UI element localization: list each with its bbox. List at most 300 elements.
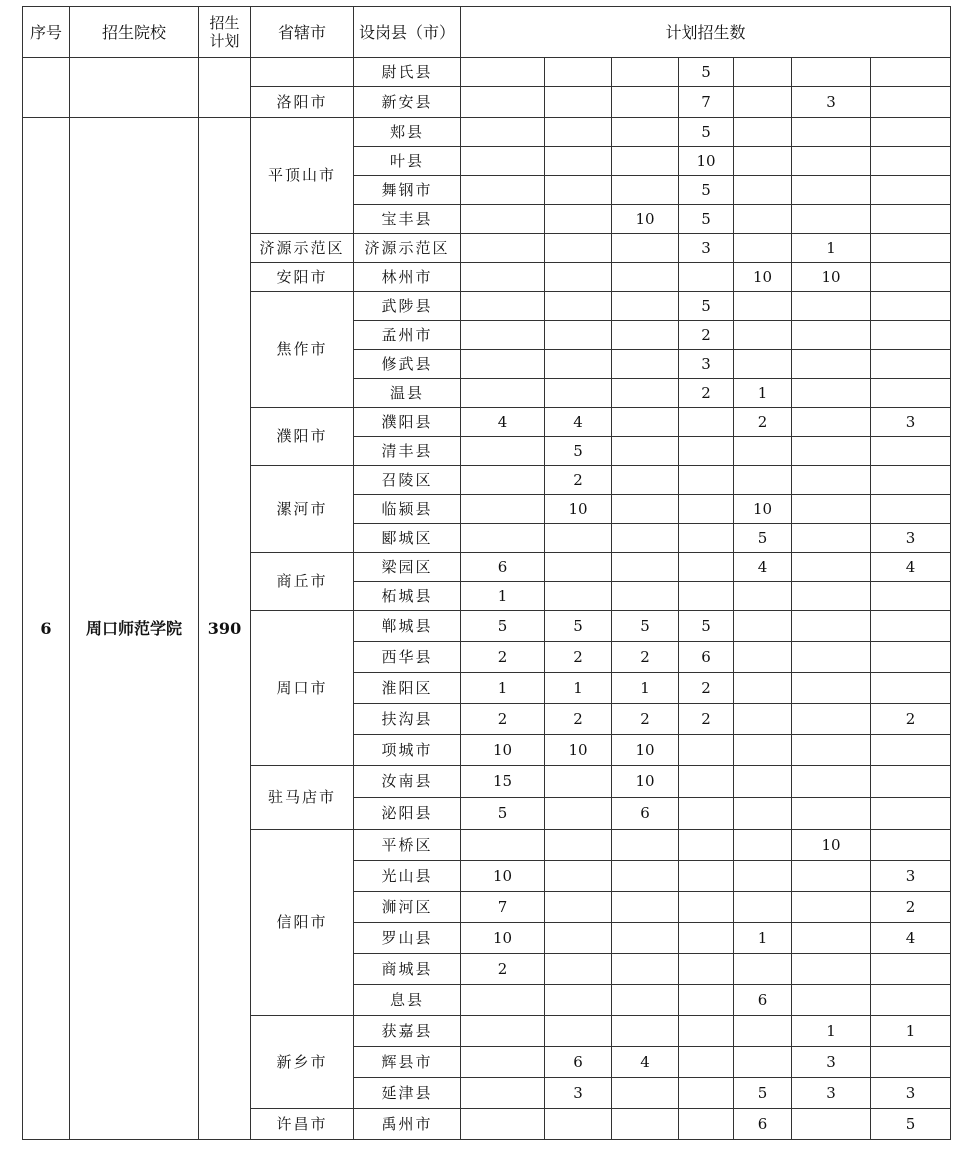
table-row (23, 118, 951, 147)
count-cell (792, 923, 871, 954)
count-cell (679, 1016, 734, 1047)
count-cell (734, 582, 792, 611)
count-cell: 5 (679, 58, 734, 87)
count-cell (792, 553, 871, 582)
count-cell (612, 861, 679, 892)
count-cell (734, 861, 792, 892)
count-cell (545, 892, 612, 923)
count-cell (734, 611, 792, 642)
count-cell (545, 147, 612, 176)
count-cell (792, 118, 871, 147)
count-cell (545, 379, 612, 408)
count-cell (734, 1047, 792, 1078)
school-name: 周口师范学院 (70, 118, 199, 1140)
count-cell (461, 1109, 545, 1140)
count-cell (545, 118, 612, 147)
county-cell: 禹州市 (354, 1109, 461, 1140)
count-cell: 3 (545, 1078, 612, 1109)
count-cell: 3 (871, 524, 951, 553)
city-cell: 驻马店市 (251, 766, 354, 830)
count-cell: 6 (734, 985, 792, 1016)
county-cell: 罗山县 (354, 923, 461, 954)
count-cell (461, 495, 545, 524)
count-cell (461, 58, 545, 87)
city-cell: 信阳市 (251, 830, 354, 1016)
header-row (23, 7, 951, 58)
count-cell (545, 830, 612, 861)
county-cell: 光山县 (354, 861, 461, 892)
count-cell (871, 582, 951, 611)
count-cell (461, 437, 545, 466)
count-cell (734, 892, 792, 923)
count-cell: 5 (734, 524, 792, 553)
count-cell (792, 205, 871, 234)
header-seq: 序号 (23, 7, 70, 58)
count-cell: 1 (792, 1016, 871, 1047)
count-cell (792, 147, 871, 176)
count-cell: 2 (679, 321, 734, 350)
county-cell: 武陟县 (354, 292, 461, 321)
count-cell: 3 (871, 408, 951, 437)
count-cell (792, 892, 871, 923)
county-cell: 项城市 (354, 735, 461, 766)
city-cell: 周口市 (251, 611, 354, 766)
city-cell: 焦作市 (251, 292, 354, 408)
count-cell (461, 350, 545, 379)
count-cell: 2 (545, 704, 612, 735)
count-cell (461, 87, 545, 118)
county-cell: 延津县 (354, 1078, 461, 1109)
county-cell: 新安县 (354, 87, 461, 118)
county-cell: 舞钢市 (354, 176, 461, 205)
count-cell (734, 87, 792, 118)
count-cell (461, 321, 545, 350)
header-school: 招生院校 (70, 7, 199, 58)
count-cell (679, 553, 734, 582)
count-cell: 2 (461, 954, 545, 985)
count-cell: 10 (612, 766, 679, 798)
city-cell: 濮阳市 (251, 408, 354, 466)
county-cell: 浉河区 (354, 892, 461, 923)
plan-cell-empty (199, 58, 251, 118)
count-cell: 10 (612, 205, 679, 234)
count-cell: 2 (679, 704, 734, 735)
count-cell (871, 954, 951, 985)
count-cell (679, 1078, 734, 1109)
count-cell (612, 524, 679, 553)
count-cell: 10 (734, 263, 792, 292)
county-cell: 汝南县 (354, 766, 461, 798)
county-cell: 获嘉县 (354, 1016, 461, 1047)
county-cell: 郏县 (354, 118, 461, 147)
count-cell (871, 985, 951, 1016)
city-cell: 新乡市 (251, 1016, 354, 1109)
county-cell: 郾城区 (354, 524, 461, 553)
county-cell: 西华县 (354, 642, 461, 673)
count-cell (612, 1016, 679, 1047)
count-cell (679, 954, 734, 985)
count-cell: 4 (545, 408, 612, 437)
count-cell (734, 642, 792, 673)
count-cell (612, 582, 679, 611)
county-cell: 临颍县 (354, 495, 461, 524)
county-cell: 淮阳区 (354, 673, 461, 704)
header-county: 设岗县（市） (354, 7, 461, 58)
count-cell (734, 735, 792, 766)
count-cell: 1 (734, 379, 792, 408)
count-cell (871, 673, 951, 704)
count-cell (461, 985, 545, 1016)
count-cell: 1 (545, 673, 612, 704)
county-cell: 修武县 (354, 350, 461, 379)
count-cell (871, 466, 951, 495)
count-cell (679, 861, 734, 892)
count-cell (612, 176, 679, 205)
count-cell (792, 735, 871, 766)
count-cell (792, 582, 871, 611)
count-cell: 6 (545, 1047, 612, 1078)
count-cell (871, 87, 951, 118)
count-cell (679, 985, 734, 1016)
seq-cell-empty (23, 58, 70, 118)
count-cell (612, 263, 679, 292)
count-cell (545, 350, 612, 379)
count-cell: 6 (461, 553, 545, 582)
count-cell (461, 176, 545, 205)
count-cell: 2 (679, 673, 734, 704)
count-cell: 10 (792, 263, 871, 292)
count-cell: 6 (734, 1109, 792, 1140)
city-cell: 许昌市 (251, 1109, 354, 1140)
count-cell (792, 408, 871, 437)
count-cell (734, 954, 792, 985)
county-cell: 宝丰县 (354, 205, 461, 234)
school-cell-empty (70, 58, 199, 118)
header-plan (199, 7, 251, 58)
count-cell (679, 1047, 734, 1078)
count-cell (734, 118, 792, 147)
count-cell: 2 (461, 642, 545, 673)
count-cell: 10 (612, 735, 679, 766)
count-cell (545, 798, 612, 830)
county-cell: 召陵区 (354, 466, 461, 495)
count-cell (612, 437, 679, 466)
header-city: 省辖市 (251, 7, 354, 58)
count-cell (679, 524, 734, 553)
count-cell (792, 704, 871, 735)
count-cell (545, 234, 612, 263)
count-cell: 5 (461, 611, 545, 642)
count-cell (734, 176, 792, 205)
count-cell (734, 205, 792, 234)
count-cell: 5 (679, 176, 734, 205)
count-cell (545, 292, 612, 321)
count-cell: 3 (679, 234, 734, 263)
count-cell (734, 234, 792, 263)
count-cell: 3 (871, 861, 951, 892)
count-cell (612, 985, 679, 1016)
count-cell: 10 (545, 735, 612, 766)
count-cell (612, 1109, 679, 1140)
header-plan-line: 计划 (209, 32, 240, 50)
count-cell (734, 466, 792, 495)
count-cell (461, 524, 545, 553)
count-cell: 3 (792, 1047, 871, 1078)
count-cell: 10 (679, 147, 734, 176)
count-cell: 1 (461, 582, 545, 611)
count-cell: 1 (612, 673, 679, 704)
count-cell (792, 642, 871, 673)
count-cell (871, 321, 951, 350)
count-cell (871, 350, 951, 379)
count-cell (679, 735, 734, 766)
count-cell (792, 176, 871, 205)
school-seq: 6 (23, 118, 70, 1140)
count-cell (871, 798, 951, 830)
count-cell (461, 1047, 545, 1078)
count-cell (679, 892, 734, 923)
count-cell (871, 830, 951, 861)
school-plan: 390 (199, 118, 251, 1140)
count-cell (461, 379, 545, 408)
count-cell: 4 (612, 1047, 679, 1078)
count-cell: 4 (734, 553, 792, 582)
county-cell: 温县 (354, 379, 461, 408)
count-cell (461, 292, 545, 321)
count-cell (612, 466, 679, 495)
count-cell (461, 234, 545, 263)
count-cell: 6 (612, 798, 679, 830)
count-cell (612, 118, 679, 147)
count-cell (871, 1047, 951, 1078)
count-cell (792, 985, 871, 1016)
count-cell: 10 (792, 830, 871, 861)
count-cell (545, 176, 612, 205)
count-cell (545, 58, 612, 87)
count-cell: 3 (679, 350, 734, 379)
count-cell: 5 (679, 611, 734, 642)
count-cell: 7 (679, 87, 734, 118)
count-cell: 10 (545, 495, 612, 524)
count-cell (679, 766, 734, 798)
count-cell (792, 321, 871, 350)
county-cell: 清丰县 (354, 437, 461, 466)
header-counts: 计划招生数 (461, 7, 951, 58)
count-cell (545, 87, 612, 118)
count-cell: 2 (679, 379, 734, 408)
count-cell (461, 1078, 545, 1109)
count-cell (679, 830, 734, 861)
count-cell (612, 408, 679, 437)
count-cell (871, 292, 951, 321)
count-cell (545, 1109, 612, 1140)
count-cell: 2 (871, 892, 951, 923)
count-cell (545, 954, 612, 985)
count-cell (545, 1016, 612, 1047)
count-cell (679, 582, 734, 611)
county-cell: 辉县市 (354, 1047, 461, 1078)
count-cell (871, 766, 951, 798)
count-cell: 2 (545, 466, 612, 495)
count-cell (871, 234, 951, 263)
county-cell: 商城县 (354, 954, 461, 985)
count-cell (545, 321, 612, 350)
count-cell: 15 (461, 766, 545, 798)
count-cell: 6 (679, 642, 734, 673)
count-cell: 4 (461, 408, 545, 437)
count-cell (545, 582, 612, 611)
county-cell: 濮阳县 (354, 408, 461, 437)
count-cell (461, 466, 545, 495)
count-cell (792, 466, 871, 495)
count-cell (612, 1078, 679, 1109)
county-cell: 林州市 (354, 263, 461, 292)
city-cell: 漯河市 (251, 466, 354, 553)
count-cell: 5 (679, 205, 734, 234)
count-cell (792, 611, 871, 642)
count-cell (792, 58, 871, 87)
count-cell: 5 (871, 1109, 951, 1140)
count-cell (871, 437, 951, 466)
city-cell: 济源示范区 (251, 234, 354, 263)
count-cell (871, 205, 951, 234)
count-cell: 1 (734, 923, 792, 954)
count-cell: 2 (545, 642, 612, 673)
count-cell (545, 553, 612, 582)
count-cell: 10 (461, 923, 545, 954)
count-cell: 10 (461, 861, 545, 892)
count-cell (792, 766, 871, 798)
count-cell (679, 263, 734, 292)
count-cell: 10 (734, 495, 792, 524)
county-cell: 梁园区 (354, 553, 461, 582)
count-cell (545, 524, 612, 553)
city-cell: 安阳市 (251, 263, 354, 292)
count-cell (461, 147, 545, 176)
count-cell (734, 437, 792, 466)
count-cell (679, 798, 734, 830)
county-cell: 泌阳县 (354, 798, 461, 830)
count-cell: 2 (461, 704, 545, 735)
city-cell: 洛阳市 (251, 87, 354, 118)
count-cell (871, 58, 951, 87)
count-cell (461, 205, 545, 234)
count-cell (871, 735, 951, 766)
city-cell (251, 58, 354, 87)
count-cell (871, 495, 951, 524)
count-cell (871, 118, 951, 147)
count-cell: 2 (612, 704, 679, 735)
count-cell (612, 923, 679, 954)
table-body (23, 58, 951, 1140)
count-cell (734, 350, 792, 379)
count-cell: 5 (612, 611, 679, 642)
count-cell: 4 (871, 923, 951, 954)
count-cell: 5 (679, 292, 734, 321)
count-cell (734, 766, 792, 798)
count-cell: 7 (461, 892, 545, 923)
count-cell (792, 954, 871, 985)
count-cell (792, 437, 871, 466)
count-cell (461, 263, 545, 292)
count-cell: 5 (545, 437, 612, 466)
count-cell (871, 263, 951, 292)
count-cell: 5 (679, 118, 734, 147)
table-row (23, 58, 951, 87)
count-cell (612, 87, 679, 118)
count-cell: 4 (871, 553, 951, 582)
count-cell (461, 118, 545, 147)
count-cell (734, 830, 792, 861)
count-cell (545, 985, 612, 1016)
count-cell: 2 (871, 704, 951, 735)
county-cell: 柘城县 (354, 582, 461, 611)
count-cell (461, 830, 545, 861)
count-cell (612, 892, 679, 923)
city-cell: 平顶山市 (251, 118, 354, 234)
count-cell (871, 611, 951, 642)
count-cell: 5 (545, 611, 612, 642)
count-cell: 5 (734, 1078, 792, 1109)
count-cell: 1 (461, 673, 545, 704)
count-cell: 3 (792, 1078, 871, 1109)
count-cell (871, 176, 951, 205)
count-cell (545, 861, 612, 892)
count-cell (612, 495, 679, 524)
county-cell: 息县 (354, 985, 461, 1016)
count-cell: 2 (612, 642, 679, 673)
count-cell (792, 292, 871, 321)
count-cell (679, 1109, 734, 1140)
count-cell (679, 923, 734, 954)
count-cell (734, 147, 792, 176)
count-cell (792, 1109, 871, 1140)
count-cell (792, 495, 871, 524)
count-cell: 3 (871, 1078, 951, 1109)
count-cell: 2 (734, 408, 792, 437)
count-cell: 5 (461, 798, 545, 830)
city-cell: 商丘市 (251, 553, 354, 611)
count-cell (612, 58, 679, 87)
count-cell (792, 861, 871, 892)
count-cell (792, 673, 871, 704)
count-cell (734, 1016, 792, 1047)
count-cell (612, 321, 679, 350)
count-cell (734, 58, 792, 87)
count-cell (792, 798, 871, 830)
count-cell (792, 379, 871, 408)
count-cell (734, 798, 792, 830)
count-cell: 10 (461, 735, 545, 766)
county-cell: 济源示范区 (354, 234, 461, 263)
enrollment-plan-table (22, 6, 951, 1140)
count-cell (461, 1016, 545, 1047)
count-cell (734, 704, 792, 735)
count-cell (545, 205, 612, 234)
count-cell (871, 642, 951, 673)
count-cell (734, 673, 792, 704)
count-cell (679, 408, 734, 437)
count-cell (679, 466, 734, 495)
county-cell: 平桥区 (354, 830, 461, 861)
count-cell (612, 147, 679, 176)
count-cell: 1 (792, 234, 871, 263)
count-cell (612, 954, 679, 985)
county-cell: 叶县 (354, 147, 461, 176)
county-cell: 尉氏县 (354, 58, 461, 87)
county-cell: 孟州市 (354, 321, 461, 350)
count-cell: 1 (871, 1016, 951, 1047)
